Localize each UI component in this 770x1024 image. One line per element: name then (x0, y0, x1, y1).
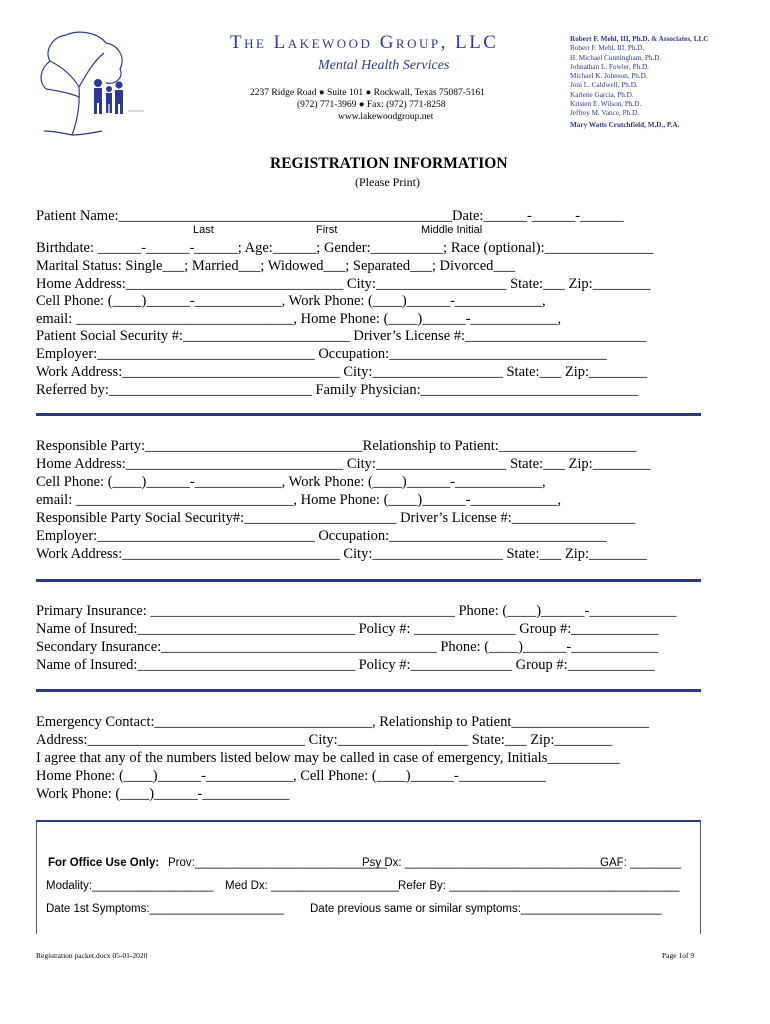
primary-insurance-line[interactable]: Primary Insurance: __________________________________________ Phone: (____)______-____________ (36, 603, 677, 619)
rp-cell-phone-line[interactable]: Cell Phone: (____)______-____________, Work Phone: (____)______-____________, (36, 474, 546, 490)
emergency-address-line[interactable]: Address:______________________________ City:__________________ State:___ Zip:________ (36, 732, 613, 748)
birthdate-line[interactable]: Birthdate: ______-______-______; Age:______; Gender:__________; Race (optional):_______________ (36, 240, 654, 256)
secondary-insurance-line[interactable]: Secondary Insurance:______________________________________ Phone: (____)______-____________ (36, 639, 659, 655)
staff-item: Kristen E. Wilson, Ph.D. (570, 100, 642, 109)
company-subtitle: Mental Health Services (318, 58, 450, 73)
rp-email-line[interactable]: email: ______________________________, Home Phone: (____)______-____________, (36, 492, 562, 508)
email-line[interactable]: email: ______________________________, Home Phone: (____)______-____________, (36, 311, 562, 327)
staff-item: H. Michael Cunningham, Ph.D. (570, 53, 662, 62)
referred-by-line[interactable]: Referred by:____________________________ Family Physician:______________________________ (36, 382, 639, 398)
rp-work-address-line[interactable]: Work Address:______________________________ City:__________________ State:___ Zip:________ (36, 546, 648, 562)
section-divider (36, 579, 701, 582)
company-name: The Lakewood Group, LLC (230, 32, 499, 53)
patient-name-line[interactable]: Patient Name:______________________________________________Date:______-______-______ (36, 208, 624, 224)
form-title: REGISTRATION INFORMATION (270, 155, 508, 172)
staff-item: Karlene Garcia, Ph.D. (570, 90, 634, 99)
office-gaf-field[interactable]: GAF: ________ (600, 857, 682, 869)
staff-item: Michael K. Johnson, Ph.D. (570, 72, 648, 81)
section-divider (36, 413, 701, 416)
office-prov-field[interactable]: Prov:______________________________ (168, 857, 387, 869)
work-address-line[interactable]: Work Address:______________________________ City:__________________ State:___ Zip:________ (36, 364, 648, 380)
sublabel-first: First (316, 224, 338, 236)
office-use-label: For Office Use Only: (48, 857, 160, 869)
footer-page-number: Page 1of 9 (662, 951, 695, 960)
office-date-symptoms-field[interactable]: Date 1st Symptoms:_____________________ (46, 903, 284, 915)
office-use-box (36, 820, 701, 934)
staff-list (570, 35, 709, 130)
office-med-dx-field[interactable]: Med Dx: ____________________ (225, 880, 399, 892)
primary-insured-line[interactable]: Name of Insured:______________________________ Policy #: ______________ Group #:____________ (36, 621, 659, 637)
rp-ssn-line[interactable]: Responsible Party Social Security#:_____________________ Driver’s License #:_________________ (36, 510, 636, 526)
emergency-contact-line[interactable]: Emergency Contact:______________________________, Relationship to Patient___________________ (36, 714, 650, 730)
rp-employer-line[interactable]: Employer:______________________________ Occupation:______________________________ (36, 528, 607, 544)
office-psy-dx-field[interactable]: Psy Dx: __________________________________ (362, 857, 623, 869)
sublabel-last: Last (193, 224, 214, 236)
staff-footer: Mary Watts Crutchfield, M.D., P.A. (570, 120, 680, 129)
office-refer-by-field[interactable]: Refer By: ____________________________________ (398, 880, 680, 892)
tree-family-logo-icon (32, 27, 150, 139)
sublabel-middle: Middle Initial (421, 224, 483, 236)
logo (32, 27, 150, 139)
office-date-previous-field[interactable]: Date previous same or similar symptoms:______________________ (310, 903, 662, 915)
company-website: www.lakewoodgroup.net (338, 112, 434, 122)
ssn-line[interactable]: Patient Social Security #:_______________________ Driver’s License #:_________________________ (36, 328, 647, 344)
staff-item: Robert F. Mehl, III, Ph.D. (570, 44, 645, 53)
emergency-work-phone-line[interactable]: Work Phone: (____)______-____________ (36, 786, 290, 802)
emergency-phones-line[interactable]: Home Phone: (____)______-____________, Cell Phone: (____)______-____________ (36, 768, 546, 784)
employer-line[interactable]: Employer:______________________________ Occupation:______________________________ (36, 346, 607, 362)
staff-item: Johnathan L. Fowler, Ph.D. (570, 62, 649, 71)
responsible-party-line[interactable]: Responsible Party:______________________________Relationship to Patient:___________________ (36, 438, 637, 454)
home-address-line[interactable]: Home Address:______________________________ City:__________________ State:___ Zip:________ (36, 276, 651, 292)
form-subtitle: (Please Print) (355, 175, 420, 189)
secondary-insured-line[interactable]: Name of Insured:______________________________ Policy #:______________ Group #:____________ (36, 657, 655, 673)
staff-item: Joni L. Caldwell, Ph.D. (570, 81, 638, 90)
emergency-consent-line[interactable]: I agree that any of the numbers listed below may be called in case of emergency, Initials__________ (36, 750, 620, 766)
rp-home-address-line[interactable]: Home Address:______________________________ City:__________________ State:___ Zip:________ (36, 456, 651, 472)
footer-filename: Registration packet.docx 05-01-2020 (36, 951, 148, 960)
marital-status-line[interactable]: Marital Status: Single___; Married___; Widowed___; Separated___; Divorced___ (36, 258, 516, 274)
company-address: 2237 Ridge Road ● Suite 101 ● Rockwall, Texas 75087-5161 (250, 88, 485, 98)
cell-phone-line[interactable]: Cell Phone: (____)______-____________, Work Phone: (____)______-____________, (36, 293, 546, 309)
staff-heading: Robert F. Mehl, III, Ph.D. & Associates, LLC (570, 35, 709, 43)
company-phone: (972) 771-3969 ● Fax: (972) 771-8258 (297, 100, 446, 110)
staff-item: Jeffrey M. Vance, Ph.D. (570, 109, 639, 118)
section-divider (36, 689, 701, 692)
office-modality-field[interactable]: Modality:___________________ (46, 880, 214, 892)
